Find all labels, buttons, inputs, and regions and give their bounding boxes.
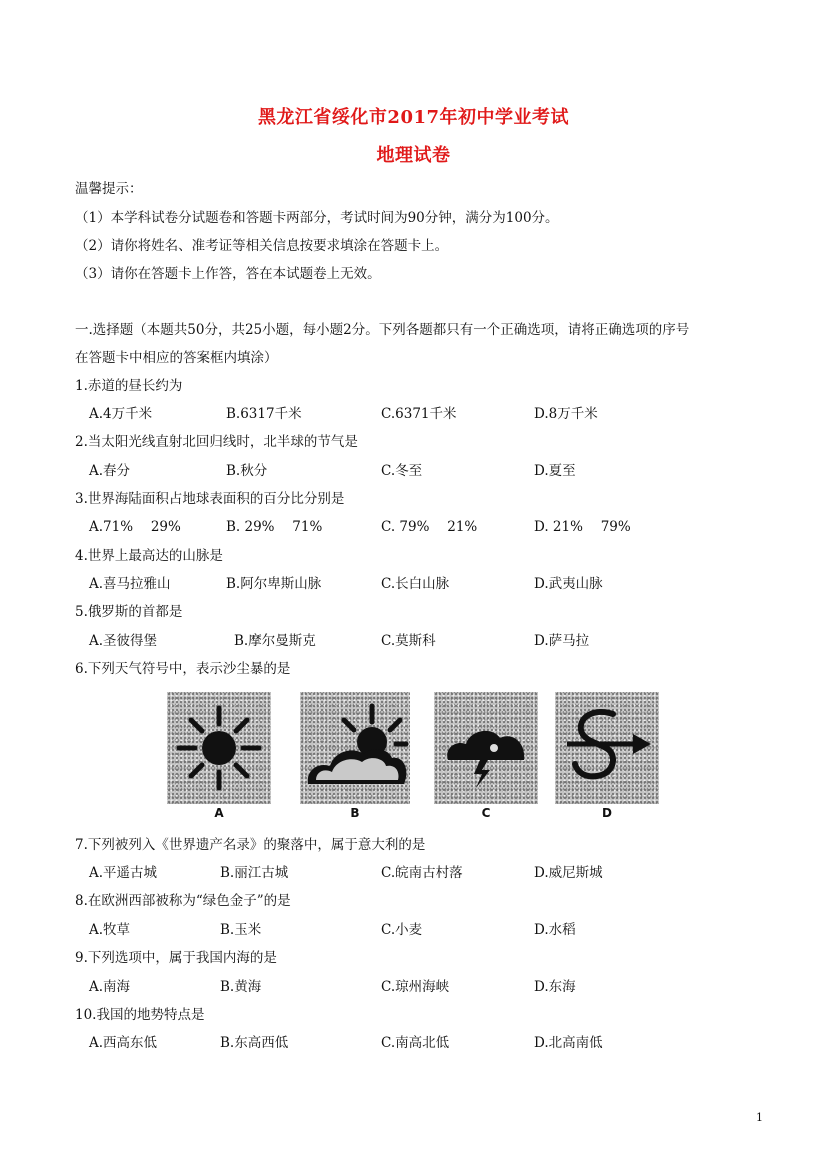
option-b[interactable]: B.丽江古城 — [220, 865, 289, 881]
question-stem: 6.下列天气符号中，表示沙尘暴的是 — [75, 661, 291, 677]
option-c[interactable]: C.南高北低 — [381, 1035, 450, 1051]
option-d[interactable]: D.威尼斯城 — [534, 865, 603, 881]
option-a[interactable]: A.平遥古城 — [89, 865, 158, 881]
question-stem: 7.下列被列入《世界遗产名录》的聚落中，属于意大利的是 — [75, 837, 426, 853]
option-d[interactable]: D.萨马拉 — [534, 633, 590, 649]
question-stem: 2.当太阳光线直射北回归线时，北半球的节气是 — [75, 434, 358, 450]
option-d[interactable]: D. 21% 79% — [534, 519, 631, 535]
option-a[interactable]: A.春分 — [89, 463, 131, 479]
option-a[interactable]: A.牧草 — [89, 922, 131, 938]
weather-symbol-label: D — [602, 806, 612, 820]
option-b[interactable]: B.摩尔曼斯克 — [234, 633, 316, 649]
option-b[interactable]: B.黄海 — [220, 979, 262, 995]
option-d[interactable]: D.东海 — [534, 979, 576, 995]
section-instruction: 在答题卡中相应的答案框内填涂） — [75, 350, 278, 366]
option-a[interactable]: A.圣彼得堡 — [89, 633, 158, 649]
option-c[interactable]: C.琼州海峡 — [381, 979, 450, 995]
option-d[interactable]: D.武夷山脉 — [534, 576, 603, 592]
page-number: 1 — [756, 1111, 763, 1124]
option-d[interactable]: D.8万千米 — [534, 406, 598, 422]
option-b[interactable]: B.阿尔卑斯山脉 — [226, 576, 322, 592]
option-b[interactable]: B.秋分 — [226, 463, 268, 479]
option-c[interactable]: C.莫斯科 — [381, 633, 436, 649]
option-b[interactable]: B.东高西低 — [220, 1035, 289, 1051]
option-a[interactable]: A.喜马拉雅山 — [89, 576, 171, 592]
exam-title: 黑龙江省绥化市2017年初中学业考试 — [257, 107, 570, 128]
option-c[interactable]: C.冬至 — [381, 463, 423, 479]
weather-symbol-label: B — [350, 806, 360, 820]
weather-symbol-d[interactable] — [555, 692, 659, 804]
question-stem: 5.俄罗斯的首都是 — [75, 604, 183, 620]
question-stem: 4.世界上最高达的山脉是 — [75, 548, 223, 564]
question-stem: 3.世界海陆面积占地球表面积的百分比分别是 — [75, 491, 345, 507]
option-d[interactable]: D.夏至 — [534, 463, 576, 479]
option-c[interactable]: C.6371千米 — [381, 406, 457, 422]
question-stem: 10.我国的地势特点是 — [75, 1007, 205, 1023]
option-c[interactable]: C. 79% 21% — [381, 519, 478, 535]
option-c[interactable]: C.小麦 — [381, 922, 423, 938]
option-a[interactable]: A.南海 — [89, 979, 131, 995]
option-d[interactable]: D.水稻 — [534, 922, 576, 938]
sun-behind-cloud-icon — [300, 692, 410, 804]
option-b[interactable]: B. 29% 71% — [226, 519, 323, 535]
option-d[interactable]: D.北高南低 — [534, 1035, 603, 1051]
question-stem: 8.在欧洲西部被称为“绿色金子”的是 — [75, 893, 291, 909]
weather-symbol-c[interactable] — [434, 692, 538, 804]
notice-heading: 温馨提示： — [75, 181, 143, 197]
notice-item: （3）请你在答题卡上作答，答在本试题卷上无效。 — [75, 266, 381, 282]
weather-symbol-a[interactable] — [167, 692, 271, 804]
option-b[interactable]: B.6317千米 — [226, 406, 302, 422]
exam-subtitle: 地理试卷 — [376, 145, 451, 166]
sandstorm-icon — [555, 692, 659, 804]
option-a[interactable]: A.71% 29% — [89, 519, 181, 535]
option-b[interactable]: B.玉米 — [220, 922, 262, 938]
thunderstorm-cloud-icon — [434, 692, 538, 804]
weather-symbol-b[interactable] — [300, 692, 410, 804]
option-a[interactable]: A.4万千米 — [89, 406, 153, 422]
weather-symbol-label: C — [481, 806, 491, 820]
weather-symbol-label: A — [214, 806, 224, 820]
option-a[interactable]: A.西高东低 — [89, 1035, 158, 1051]
option-c[interactable]: C.长白山脉 — [381, 576, 450, 592]
section-instruction: 一.选择题（本题共50分，共25小题，每小题2分。下列各题都只有一个正确选项，请将正确选项的序号 — [75, 322, 690, 338]
notice-item: （1）本学科试卷分试题卷和答题卡两部分，考试时间为90分钟，满分为100分。 — [75, 210, 559, 226]
option-c[interactable]: C.皖南古村落 — [381, 865, 463, 881]
question-stem: 9.下列选项中，属于我国内海的是 — [75, 950, 277, 966]
question-stem: 1.赤道的昼长约为 — [75, 378, 183, 394]
sun-icon — [167, 692, 271, 804]
notice-item: （2）请你将姓名、准考证等相关信息按要求填涂在答题卡上。 — [75, 238, 449, 254]
